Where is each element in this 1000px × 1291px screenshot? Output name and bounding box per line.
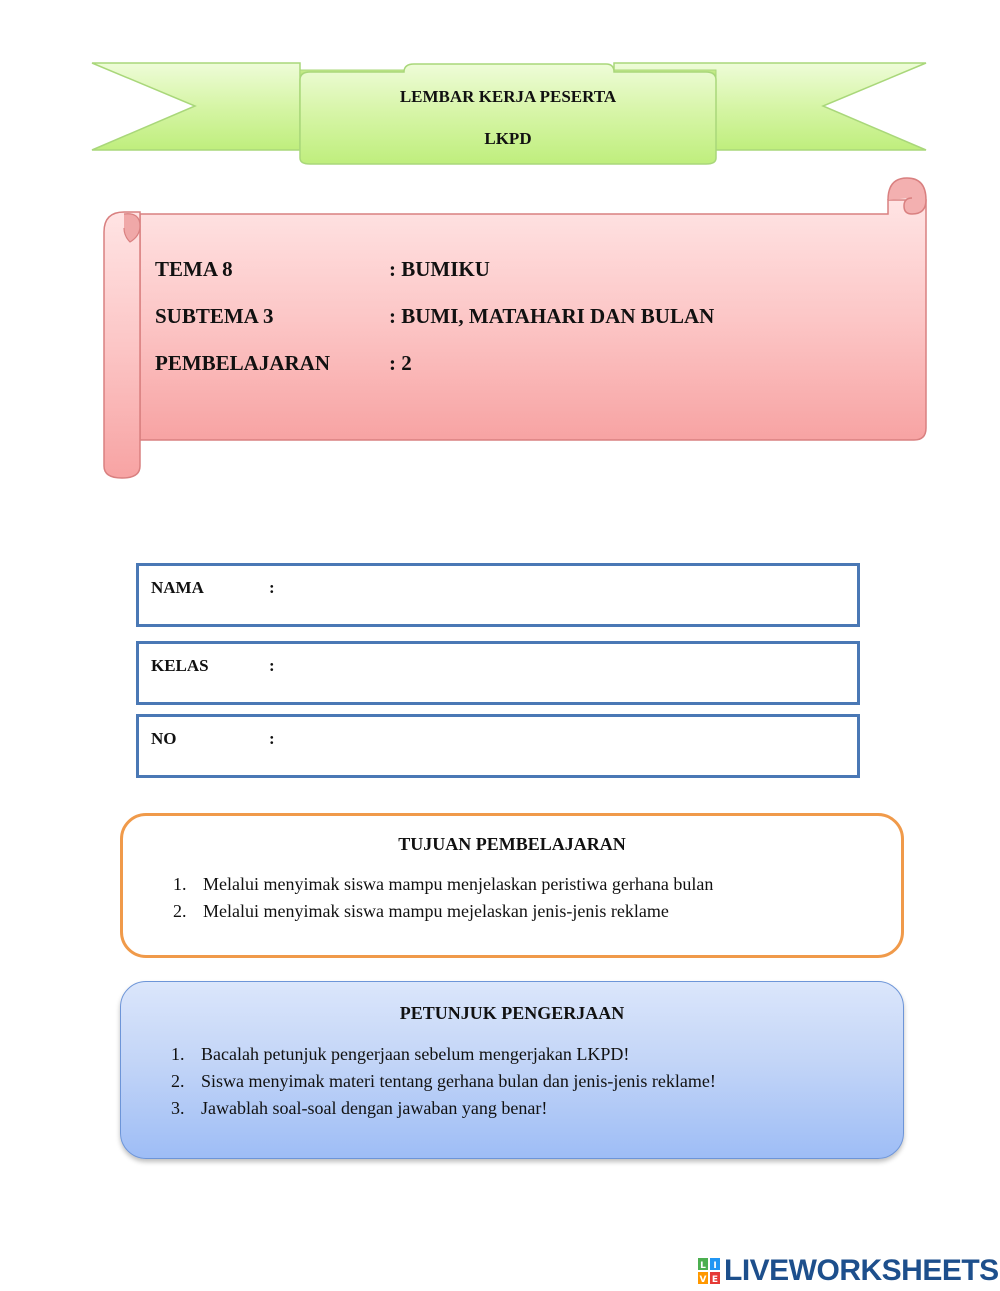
theme-label: TEMA 8 xyxy=(155,257,233,281)
number-label: NO xyxy=(151,729,177,748)
liveworksheets-logo-icon xyxy=(697,1257,721,1285)
banner-title-line1: LEMBAR KERJA PESERTA xyxy=(399,87,617,106)
subtheme-value: : BUMI, MATAHARI DAN BULAN xyxy=(389,304,715,328)
list-item-text: Bacalah petunjuk pengerjaan sebelum mengerjakan LKPD! xyxy=(201,1044,630,1064)
class-field-box[interactable] xyxy=(136,641,860,705)
title-banner xyxy=(0,0,1000,180)
svg-text:L: L xyxy=(700,1261,706,1271)
list-item-number: 1. xyxy=(173,874,187,894)
subtheme-label: SUBTEMA 3 xyxy=(155,304,274,328)
instructions-title: PETUNJUK PENGERJAAN xyxy=(399,1003,625,1023)
list-item-number: 1. xyxy=(171,1044,185,1064)
list-item-text: Melalui menyimak siswa mampu menjelaskan peristiwa gerhana bulan xyxy=(203,874,714,894)
theme-scroll xyxy=(0,170,1000,490)
liveworksheets-watermark[interactable] xyxy=(697,1255,999,1287)
lesson-value: : 2 xyxy=(389,351,412,375)
learning-objectives-box xyxy=(120,813,904,958)
instructions-list xyxy=(171,1044,716,1125)
name-label: NAMA xyxy=(151,578,204,597)
name-field-box[interactable] xyxy=(136,563,860,627)
name-colon: : xyxy=(269,578,275,597)
class-colon: : xyxy=(269,656,275,675)
scroll-graphic xyxy=(0,170,1000,490)
liveworksheets-wordmark: LIVEWORKSHEETS xyxy=(724,1254,999,1287)
list-item-number: 3. xyxy=(171,1098,185,1118)
list-item xyxy=(173,901,713,928)
list-item xyxy=(173,874,713,901)
svg-text:E: E xyxy=(711,1275,719,1285)
banner-title-line2: LKPD xyxy=(484,129,532,148)
svg-text:I: I xyxy=(713,1261,717,1271)
list-item-text: Jawablah soal-soal dengan jawaban yang benar! xyxy=(201,1098,548,1118)
list-item-number: 2. xyxy=(171,1071,185,1091)
list-item xyxy=(171,1044,716,1071)
list-item xyxy=(171,1098,716,1125)
lesson-label: PEMBELAJARAN xyxy=(155,351,331,375)
instructions-box xyxy=(120,981,904,1159)
learning-objectives-list xyxy=(173,874,713,928)
list-item-number: 2. xyxy=(173,901,187,921)
svg-text:V: V xyxy=(699,1275,707,1285)
list-item-text: Siswa menyimak materi tentang gerhana bulan dan jenis-jenis reklame! xyxy=(201,1071,716,1091)
list-item xyxy=(171,1071,716,1098)
list-item-text: Melalui menyimak siswa mampu mejelaskan jenis-jenis reklame xyxy=(203,901,669,921)
number-field-box[interactable] xyxy=(136,714,860,778)
theme-value: : BUMIKU xyxy=(389,257,490,281)
class-label: KELAS xyxy=(151,656,209,675)
number-colon: : xyxy=(269,729,275,748)
learning-objectives-title: TUJUAN PEMBELAJARAN xyxy=(398,834,626,854)
